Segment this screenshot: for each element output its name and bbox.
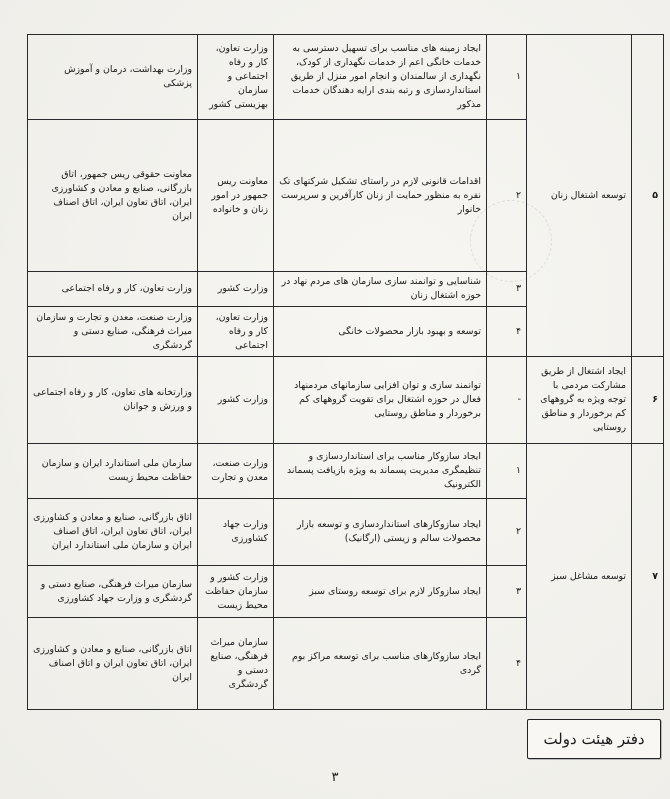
row-number-cell: ۶ [632, 357, 664, 444]
responsible-cell: وزارت تعاون، کار و رفاه اجتماعی [198, 307, 274, 357]
action-cell: توانمند سازی و توان افزایی سازمانهای مردمنهاد فعال در حوزه اشتغال برای تقویت گروههای کم برخوردار و مناطق روستایی [274, 357, 487, 444]
cabinet-office-stamp [527, 719, 661, 759]
item-number-cell: - [487, 357, 527, 444]
item-number-cell: ۴ [487, 307, 527, 357]
table-row [28, 357, 664, 444]
item-number-cell: ۲ [487, 499, 527, 566]
action-cell: شناسایی و توانمند سازی سازمان های مردم نهاد در حوزه اشتغال زنان [274, 272, 487, 307]
cooperating-cell: وزارت تعاون، کار و رفاه اجتماعی [28, 272, 198, 307]
responsible-cell: سازمان میراث فرهنگی، صنایع دستی و گردشگری [198, 618, 274, 710]
action-cell: ایجاد سازوکارهای استانداردسازی و توسعه بازار محصولات سالم و زیستی (ارگانیک) [274, 499, 487, 566]
responsible-cell: وزارت کشور [198, 357, 274, 444]
action-cell: ایجاد سازوکار مناسب برای استانداردسازی و تنظیمگری مدیریت پسماند به ویژه بازیافت پسماند الکترونیک [274, 444, 487, 499]
action-cell: توسعه و بهبود بازار محصولات خانگی [274, 307, 487, 357]
cooperating-cell: معاونت حقوقی ریس جمهور، اتاق بازرگانی، صنایع و معادن و کشاورزی ایران، اتاق تعاون ایران، اتاق اصناف ایران [28, 120, 198, 272]
item-number-cell: ۱ [487, 444, 527, 499]
cooperating-cell: اتاق بازرگانی، صنایع و معادن و کشاورزی ایران، اتاق تعاون ایران و اتاق اصناف ایران [28, 618, 198, 710]
table-row [28, 444, 664, 499]
cooperating-cell: وزارت بهداشت، درمان و آموزش پزشکی [28, 35, 198, 120]
goal-cell: توسعه اشتغال زنان [527, 35, 632, 357]
responsible-cell: وزارت صنعت، معدن و تجارت [198, 444, 274, 499]
row-number-cell: ۷ [632, 444, 664, 710]
cooperating-cell: سازمان میراث فرهنگی، صنایع دستی و گردشگری و وزارت جهاد کشاورزی [28, 566, 198, 618]
responsible-cell: وزارت تعاون، کار و رفاه اجتماعی و سازمان بهزیستی کشور [198, 35, 274, 120]
cooperating-cell: اتاق بازرگانی، صنایع و معادن و کشاورزی ایران، اتاق تعاون ایران، اتاق اصناف ایران و سازمان ملی استاندارد ایران [28, 499, 198, 566]
goal-cell: توسعه مشاغل سبز [527, 444, 632, 710]
action-cell: ایجاد سازوکارهای مناسب برای توسعه مراکز بوم گردی [274, 618, 487, 710]
action-plan-table [27, 34, 664, 710]
item-number-cell: ۲ [487, 120, 527, 272]
action-cell: ایجاد سازوکار لازم برای توسعه روستای سبز [274, 566, 487, 618]
item-number-cell: ۳ [487, 272, 527, 307]
cooperating-cell: وزارت صنعت، معدن و تجارت و سازمان میراث فرهنگی، صنایع دستی و گردشگری [28, 307, 198, 357]
responsible-cell: معاونت ریس جمهور در امور زنان و خانواده [198, 120, 274, 272]
action-cell: ایجاد زمینه های مناسب برای تسهیل دسترسی به خدمات خانگی اعم از خدمات نگهداری از کودک، نگهداری از سالمندان و انجام امور منزل از طریق استانداردسازی و رتبه بندی ارایه دهندگان خدمات مذکور [274, 35, 487, 120]
cooperating-cell: سازمان ملی استاندارد ایران و سازمان حفاظت محیط زیست [28, 444, 198, 499]
item-number-cell: ۱ [487, 35, 527, 120]
stamp-text: دفتر هیئت دولت [543, 730, 645, 748]
responsible-cell: وزارت کشور و سازمان حفاظت محیط زیست [198, 566, 274, 618]
responsible-cell: وزارت کشور [198, 272, 274, 307]
page-number: ۳ [331, 770, 339, 785]
cooperating-cell: وزارتخانه های تعاون، کار و رفاه اجتماعی و ورزش و جوانان [28, 357, 198, 444]
item-number-cell: ۳ [487, 566, 527, 618]
action-cell: اقدامات قانونی لازم در راستای تشکیل شرکتهای تک نفره به منظور حمایت از زنان کارآفرین و سرپرست خانوار [274, 120, 487, 272]
row-number-cell: ۵ [632, 35, 664, 357]
table-row [28, 35, 664, 120]
item-number-cell: ۴ [487, 618, 527, 710]
goal-cell: ایجاد اشتغال از طریق مشارکت مردمی با توجه ویژه به گروههای کم برخوردار و مناطق روستایی [527, 357, 632, 444]
responsible-cell: وزارت جهاد کشاورزی [198, 499, 274, 566]
